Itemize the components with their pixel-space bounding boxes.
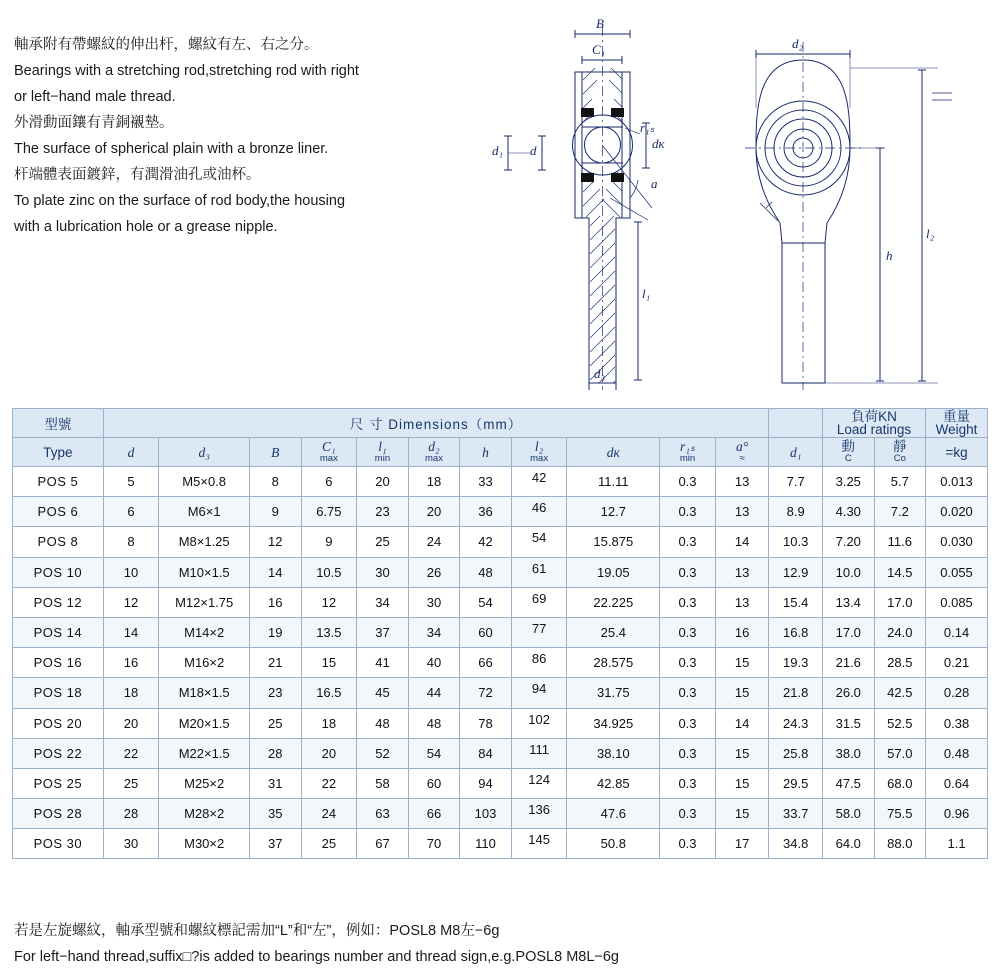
cell-h: 84 xyxy=(460,738,512,768)
cell-d: 30 xyxy=(103,829,159,859)
description-line: 外滑動面鑲有青銅襯墊。 xyxy=(14,115,174,131)
cell-Co: 11.6 xyxy=(874,527,926,557)
description-line: The surface of spherical plain with a bronze liner. xyxy=(14,141,329,157)
cell-l1: 48 xyxy=(357,708,409,738)
cell-l2: 111 xyxy=(511,738,567,768)
cell-d3: M8×1.25 xyxy=(159,527,250,557)
header-type-en: Type xyxy=(13,438,104,467)
header-col-r1s: r₁ₛ min xyxy=(660,438,716,467)
cell-dk: 12.7 xyxy=(567,497,660,527)
cell-dk: 19.05 xyxy=(567,557,660,587)
cell-C: 13.4 xyxy=(823,587,875,617)
cell-d: 12 xyxy=(103,587,159,617)
cell-l1: 37 xyxy=(357,617,409,647)
cell-dk: 11.11 xyxy=(567,467,660,497)
cell-B: 9 xyxy=(250,497,302,527)
cell-C1: 6 xyxy=(301,467,357,497)
table-row xyxy=(13,467,988,497)
cell-h: 54 xyxy=(460,587,512,617)
header-col-Co: 靜 Co xyxy=(874,438,926,467)
cell-a: 14 xyxy=(715,708,769,738)
cell-l1: 52 xyxy=(357,738,409,768)
cell-C: 47.5 xyxy=(823,768,875,798)
header-col-C: 動 C xyxy=(823,438,875,467)
cell-Co: 88.0 xyxy=(874,829,926,859)
description-block xyxy=(14,32,464,240)
cell-C1: 20 xyxy=(301,738,357,768)
cell-l2: 54 xyxy=(511,527,567,557)
cell-weight: 0.38 xyxy=(926,708,988,738)
header-weight-cn: 重量 xyxy=(943,409,971,424)
cell-dk: 42.85 xyxy=(567,768,660,798)
cell-C1: 9 xyxy=(301,527,357,557)
cell-weight: 0.64 xyxy=(926,768,988,798)
cell-l1: 23 xyxy=(357,497,409,527)
cell-C: 38.0 xyxy=(823,738,875,768)
cell-l1: 63 xyxy=(357,799,409,829)
cell-type: POS 25 xyxy=(13,768,104,798)
cell-weight: 0.030 xyxy=(926,527,988,557)
cell-d3: M22×1.5 xyxy=(159,738,250,768)
cell-C1: 15 xyxy=(301,648,357,678)
cell-B: 28 xyxy=(250,738,302,768)
cell-C1: 24 xyxy=(301,799,357,829)
description-line: 杆端體表面鍍鋅，有潤滑油孔或油杯。 xyxy=(14,167,261,183)
cell-h: 42 xyxy=(460,527,512,557)
cell-dk: 15.875 xyxy=(567,527,660,557)
cell-type: POS 12 xyxy=(13,587,104,617)
cell-r1s: 0.3 xyxy=(660,708,716,738)
cell-C: 58.0 xyxy=(823,799,875,829)
description-line: Bearings with a stretching rod,stretching rod with right xyxy=(14,63,359,79)
cell-dk: 34.925 xyxy=(567,708,660,738)
header-col-d: d xyxy=(103,438,159,467)
cell-weight: 0.013 xyxy=(926,467,988,497)
cell-h: 72 xyxy=(460,678,512,708)
label-d1: d₁ xyxy=(492,143,504,158)
cell-d3: M18×1.5 xyxy=(159,678,250,708)
cell-Co: 42.5 xyxy=(874,678,926,708)
cell-type: POS 30 xyxy=(13,829,104,859)
cell-h: 66 xyxy=(460,648,512,678)
cell-type: POS 16 xyxy=(13,648,104,678)
table-column-header-row xyxy=(13,438,988,467)
cell-h: 33 xyxy=(460,467,512,497)
cell-C: 4.30 xyxy=(823,497,875,527)
cell-C1: 18 xyxy=(301,708,357,738)
cell-l2: 61 xyxy=(511,557,567,587)
cell-a: 15 xyxy=(715,678,769,708)
cell-d1: 25.8 xyxy=(769,738,823,768)
cell-r1s: 0.3 xyxy=(660,467,716,497)
cell-r1s: 0.3 xyxy=(660,799,716,829)
cell-l1: 45 xyxy=(357,678,409,708)
cell-C: 21.6 xyxy=(823,648,875,678)
cell-h: 36 xyxy=(460,497,512,527)
cell-a: 15 xyxy=(715,799,769,829)
table-row xyxy=(13,799,988,829)
cell-l2: 124 xyxy=(511,768,567,798)
cell-d1: 7.7 xyxy=(769,467,823,497)
header-weight-en: Weight xyxy=(935,422,978,437)
header-col-C1: C₁ max xyxy=(301,438,357,467)
cell-l1: 34 xyxy=(357,587,409,617)
cell-d: 25 xyxy=(103,768,159,798)
table-row xyxy=(13,829,988,859)
cell-C: 26.0 xyxy=(823,678,875,708)
cell-d2: 54 xyxy=(408,738,460,768)
cell-l2: 86 xyxy=(511,648,567,678)
cell-d: 5 xyxy=(103,467,159,497)
cell-d1: 34.8 xyxy=(769,829,823,859)
header-col-l1: l₁ min xyxy=(357,438,409,467)
cell-l2: 69 xyxy=(511,587,567,617)
cell-d: 10 xyxy=(103,557,159,587)
cell-type: POS 14 xyxy=(13,617,104,647)
cell-d: 18 xyxy=(103,678,159,708)
cell-l1: 25 xyxy=(357,527,409,557)
cell-dk: 28.575 xyxy=(567,648,660,678)
header-d1-group xyxy=(769,409,823,438)
header-col-a: a° ≈ xyxy=(715,438,769,467)
cell-d1: 21.8 xyxy=(769,678,823,708)
cell-d2: 30 xyxy=(408,587,460,617)
cell-l2: 46 xyxy=(511,497,567,527)
cell-a: 17 xyxy=(715,829,769,859)
cell-d1: 16.8 xyxy=(769,617,823,647)
label-r1s: r₁ₛ xyxy=(640,120,655,135)
cell-r1s: 0.3 xyxy=(660,738,716,768)
cell-d3: M16×2 xyxy=(159,648,250,678)
cell-d2: 70 xyxy=(408,829,460,859)
cell-d3: M14×2 xyxy=(159,617,250,647)
cell-r1s: 0.3 xyxy=(660,527,716,557)
cell-weight: 0.96 xyxy=(926,799,988,829)
cell-type: POS 22 xyxy=(13,738,104,768)
cell-weight: 0.28 xyxy=(926,678,988,708)
header-load-ratings xyxy=(823,409,926,438)
cell-r1s: 0.3 xyxy=(660,648,716,678)
table-row xyxy=(13,497,988,527)
cell-h: 94 xyxy=(460,768,512,798)
label-dk: dк xyxy=(652,136,665,151)
cell-l1: 20 xyxy=(357,467,409,497)
cell-d3: M25×2 xyxy=(159,768,250,798)
cell-C: 64.0 xyxy=(823,829,875,859)
cell-B: 16 xyxy=(250,587,302,617)
cell-weight: 0.020 xyxy=(926,497,988,527)
cell-B: 12 xyxy=(250,527,302,557)
cell-r1s: 0.3 xyxy=(660,829,716,859)
cell-d: 8 xyxy=(103,527,159,557)
cell-C1: 25 xyxy=(301,829,357,859)
header-load-cn: 負荷KN xyxy=(851,409,897,424)
cell-r1s: 0.3 xyxy=(660,557,716,587)
cell-a: 13 xyxy=(715,467,769,497)
cell-d3: M6×1 xyxy=(159,497,250,527)
cell-h: 103 xyxy=(460,799,512,829)
rod-end-drawing-svg xyxy=(470,8,995,393)
cell-type: POS 28 xyxy=(13,799,104,829)
cell-type: POS 6 xyxy=(13,497,104,527)
cell-C1: 16.5 xyxy=(301,678,357,708)
cell-l1: 41 xyxy=(357,648,409,678)
cell-d3: M28×2 xyxy=(159,799,250,829)
cell-type: POS 8 xyxy=(13,527,104,557)
cell-h: 110 xyxy=(460,829,512,859)
cell-r1s: 0.3 xyxy=(660,497,716,527)
label-alpha: a xyxy=(651,176,658,191)
cell-C1: 13.5 xyxy=(301,617,357,647)
cell-B: 14 xyxy=(250,557,302,587)
cell-dk: 47.6 xyxy=(567,799,660,829)
cell-Co: 17.0 xyxy=(874,587,926,617)
cell-type: POS 20 xyxy=(13,708,104,738)
header-col-weight-unit: =kg xyxy=(926,438,988,467)
cell-d3: M20×1.5 xyxy=(159,708,250,738)
cell-weight: 0.21 xyxy=(926,648,988,678)
cell-d3: M10×1.5 xyxy=(159,557,250,587)
cell-a: 15 xyxy=(715,648,769,678)
header-weight xyxy=(926,409,988,438)
cell-l2: 136 xyxy=(511,799,567,829)
cell-Co: 68.0 xyxy=(874,768,926,798)
cell-d1: 33.7 xyxy=(769,799,823,829)
header-dimensions: 尺 寸 Dimensions（mm） xyxy=(103,409,769,438)
cell-weight: 0.48 xyxy=(926,738,988,768)
cell-C: 7.20 xyxy=(823,527,875,557)
cell-dk: 38.10 xyxy=(567,738,660,768)
cell-d1: 10.3 xyxy=(769,527,823,557)
table-row xyxy=(13,708,988,738)
cell-C: 17.0 xyxy=(823,617,875,647)
cell-d: 28 xyxy=(103,799,159,829)
cell-r1s: 0.3 xyxy=(660,587,716,617)
header-col-dk: dк xyxy=(567,438,660,467)
cell-l2: 94 xyxy=(511,678,567,708)
cell-d2: 48 xyxy=(408,708,460,738)
cell-Co: 14.5 xyxy=(874,557,926,587)
cell-d: 14 xyxy=(103,617,159,647)
table-row xyxy=(13,527,988,557)
cell-d: 22 xyxy=(103,738,159,768)
cell-l1: 58 xyxy=(357,768,409,798)
header-type-cn: 型號 xyxy=(13,409,104,438)
label-d3: d₃ xyxy=(594,366,606,381)
cell-r1s: 0.3 xyxy=(660,617,716,647)
table-row xyxy=(13,617,988,647)
cell-weight: 0.055 xyxy=(926,557,988,587)
cell-a: 14 xyxy=(715,527,769,557)
label-B: B xyxy=(596,16,604,31)
cell-weight: 0.14 xyxy=(926,617,988,647)
cell-a: 15 xyxy=(715,768,769,798)
header-col-d2: d₂ max xyxy=(408,438,460,467)
cell-C: 10.0 xyxy=(823,557,875,587)
cell-weight: 0.085 xyxy=(926,587,988,617)
cell-B: 8 xyxy=(250,467,302,497)
cell-d1: 12.9 xyxy=(769,557,823,587)
cell-B: 31 xyxy=(250,768,302,798)
cell-dk: 25.4 xyxy=(567,617,660,647)
cell-Co: 28.5 xyxy=(874,648,926,678)
cell-Co: 7.2 xyxy=(874,497,926,527)
technical-drawings xyxy=(470,8,995,393)
table-row xyxy=(13,587,988,617)
cell-d2: 66 xyxy=(408,799,460,829)
header-col-h: h xyxy=(460,438,512,467)
cell-B: 25 xyxy=(250,708,302,738)
cell-h: 48 xyxy=(460,557,512,587)
footnote-line: For left−hand thread,suffix□?is added to bearings number and thread sign,e.g.POSL8 M8L−6g xyxy=(14,949,619,965)
cell-l2: 77 xyxy=(511,617,567,647)
cell-dk: 50.8 xyxy=(567,829,660,859)
table-row xyxy=(13,678,988,708)
header-load-en: Load ratings xyxy=(836,422,912,437)
cell-type: POS 10 xyxy=(13,557,104,587)
cell-l2: 42 xyxy=(511,467,567,497)
specification-table xyxy=(12,408,988,859)
cell-Co: 57.0 xyxy=(874,738,926,768)
cell-a: 13 xyxy=(715,557,769,587)
cell-d2: 24 xyxy=(408,527,460,557)
cell-r1s: 0.3 xyxy=(660,678,716,708)
cell-l2: 145 xyxy=(511,829,567,859)
cell-d2: 20 xyxy=(408,497,460,527)
cell-d: 6 xyxy=(103,497,159,527)
table-group-header-row xyxy=(13,409,988,438)
table-row xyxy=(13,648,988,678)
label-d2: d₂ xyxy=(792,36,804,51)
cell-type: POS 18 xyxy=(13,678,104,708)
cell-h: 60 xyxy=(460,617,512,647)
description-line: or left−hand male thread. xyxy=(14,89,176,105)
cell-l2: 102 xyxy=(511,708,567,738)
cell-C: 3.25 xyxy=(823,467,875,497)
cell-d2: 34 xyxy=(408,617,460,647)
cell-d1: 29.5 xyxy=(769,768,823,798)
cell-Co: 5.7 xyxy=(874,467,926,497)
label-h: h xyxy=(886,248,893,263)
cell-dk: 31.75 xyxy=(567,678,660,708)
cell-d3: M12×1.75 xyxy=(159,587,250,617)
cell-C1: 10.5 xyxy=(301,557,357,587)
label-l2: l₂ xyxy=(926,226,935,241)
cell-B: 19 xyxy=(250,617,302,647)
cell-d1: 24.3 xyxy=(769,708,823,738)
label-d: d xyxy=(530,143,537,158)
cell-d2: 18 xyxy=(408,467,460,497)
label-C1: C₁ xyxy=(592,42,606,57)
cell-h: 78 xyxy=(460,708,512,738)
table-body xyxy=(13,467,988,859)
cell-B: 37 xyxy=(250,829,302,859)
cell-d2: 40 xyxy=(408,648,460,678)
cell-l1: 30 xyxy=(357,557,409,587)
cell-d1: 15.4 xyxy=(769,587,823,617)
cell-B: 23 xyxy=(250,678,302,708)
table-row xyxy=(13,768,988,798)
cell-C1: 12 xyxy=(301,587,357,617)
cell-weight: 1.1 xyxy=(926,829,988,859)
table-row xyxy=(13,738,988,768)
cell-B: 21 xyxy=(250,648,302,678)
cell-l1: 67 xyxy=(357,829,409,859)
header-col-d3: d₃ xyxy=(159,438,250,467)
cell-a: 15 xyxy=(715,738,769,768)
cell-C1: 22 xyxy=(301,768,357,798)
cell-a: 16 xyxy=(715,617,769,647)
cell-Co: 52.5 xyxy=(874,708,926,738)
description-line: To plate zinc on the surface of rod body,the housing xyxy=(14,193,346,209)
cell-d2: 60 xyxy=(408,768,460,798)
cell-d2: 26 xyxy=(408,557,460,587)
cell-d3: M30×2 xyxy=(159,829,250,859)
header-col-d1: d₁ xyxy=(769,438,823,467)
cell-r1s: 0.3 xyxy=(660,768,716,798)
footnote-line: 若是左旋螺紋，軸承型號和螺紋標記需加“L”和“左”，例如：POSL8 M8左−6g xyxy=(14,923,500,939)
cell-C: 31.5 xyxy=(823,708,875,738)
cell-d2: 44 xyxy=(408,678,460,708)
description-line: 軸承附有帶螺紋的伸出杆，螺紋有左、右之分。 xyxy=(14,37,319,53)
label-l1: l₁ xyxy=(642,286,651,301)
cell-a: 13 xyxy=(715,587,769,617)
cell-d: 16 xyxy=(103,648,159,678)
cell-d3: M5×0.8 xyxy=(159,467,250,497)
table-row xyxy=(13,557,988,587)
footnote-block xyxy=(14,918,619,970)
cell-Co: 75.5 xyxy=(874,799,926,829)
cell-dk: 22.225 xyxy=(567,587,660,617)
cell-d1: 8.9 xyxy=(769,497,823,527)
header-col-l2: l₂ max xyxy=(511,438,567,467)
cell-Co: 24.0 xyxy=(874,617,926,647)
cell-C1: 6.75 xyxy=(301,497,357,527)
cell-d1: 19.3 xyxy=(769,648,823,678)
cell-a: 13 xyxy=(715,497,769,527)
description-line: with a lubrication hole or a grease nipple. xyxy=(14,219,278,235)
cell-d: 20 xyxy=(103,708,159,738)
header-col-B: B xyxy=(250,438,302,467)
cell-type: POS 5 xyxy=(13,467,104,497)
cell-B: 35 xyxy=(250,799,302,829)
